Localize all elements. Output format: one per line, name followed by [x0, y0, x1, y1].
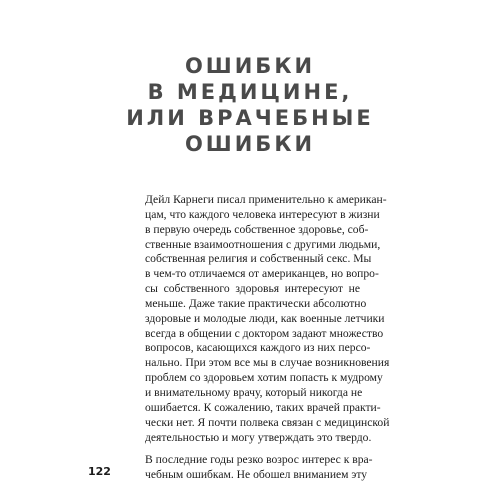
text-line: чебным ошибкам. Не обошел вниманием эту: [145, 468, 368, 482]
text-line: в чем-то отличаемся от американцев, но вопро-: [145, 267, 379, 281]
text-line: меньше. Даже такие практически абсолютно: [145, 296, 367, 310]
text-line: здоровые и молодые люди, как военные летчики: [145, 311, 385, 325]
text-line: всегда в общении с доктором задают множество: [145, 326, 384, 340]
paragraph: [145, 193, 390, 445]
text-line: нально. При этом все мы в случае возникновения: [145, 356, 390, 370]
text-line: в первую очередь собственное здоровье, соб-: [145, 222, 369, 236]
text-line: и внимательному врачу, который никогда не: [145, 385, 363, 399]
chapter-title-line: В МЕДИЦИНЕ,: [147, 80, 353, 104]
text-line: сы собственного здоровья интересуют не: [145, 282, 360, 296]
text-line: ственные взаимоотношения с другими людьми,: [145, 237, 381, 251]
text-line: Дейл Карнеги писал применительно к американ-: [145, 193, 387, 206]
text-line: собственная религия и собственный секс. Мы: [145, 252, 372, 266]
text-line: цам, что каждого человека интересуют в жизни: [145, 207, 380, 221]
text-line: В последние годы резко возрос интерес к вра-: [145, 453, 373, 467]
text-line: деятельностью и могу утверждать это твердо.: [145, 430, 372, 444]
chapter-title-line: ОШИБКИ: [184, 132, 316, 156]
paragraph: [145, 453, 373, 483]
chapter-title: [0, 53, 500, 157]
body-text: [145, 193, 390, 483]
chapter-title-line: ОШИБКИ: [184, 54, 316, 78]
text-line: ошибается. К сожалению, таких врачей практи-: [145, 400, 381, 414]
page-number: 122: [88, 465, 111, 478]
text-line: проблем со здоровьем хотим попасть к мудрому: [145, 371, 383, 385]
chapter-title-line: ИЛИ ВРАЧЕБНЫЕ: [126, 106, 374, 130]
text-line: вопросов, касающихся каждого из них персо-: [145, 341, 371, 355]
text-line: чески нет. Я почти полвека связан с медицинской: [145, 415, 390, 429]
